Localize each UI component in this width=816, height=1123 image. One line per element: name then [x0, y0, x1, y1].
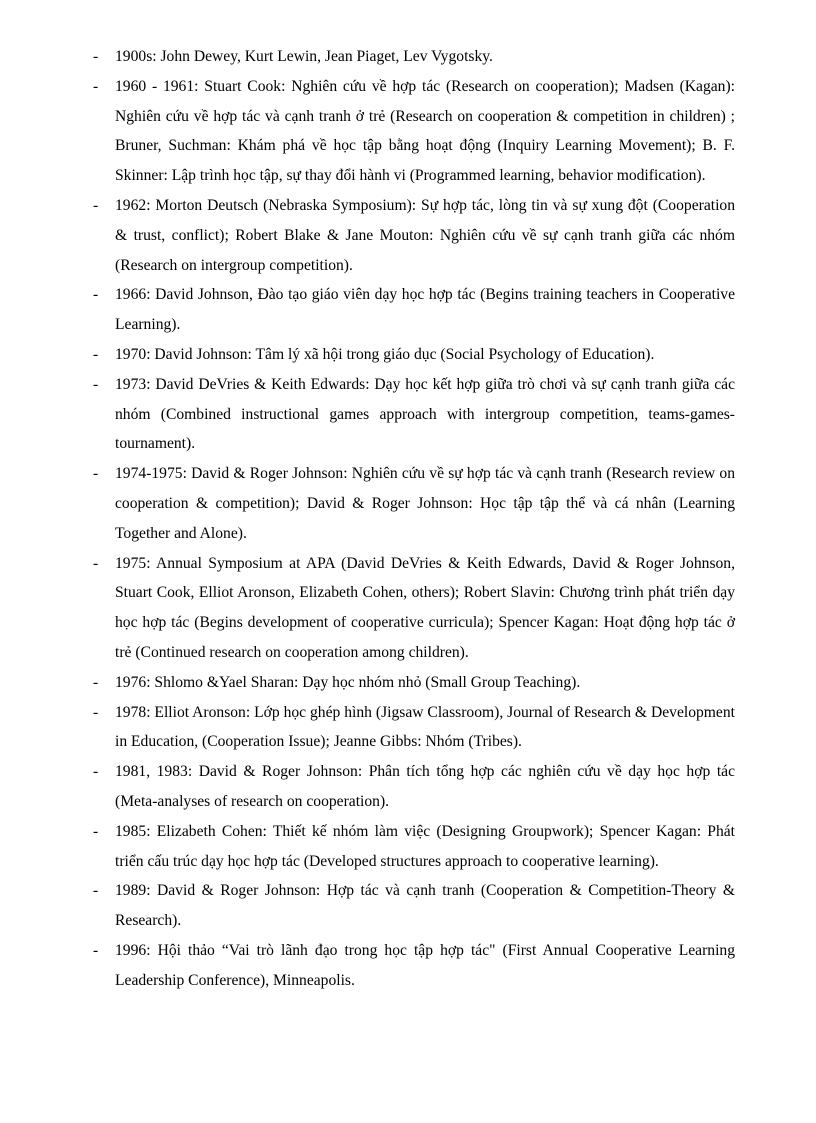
list-bullet: -: [93, 882, 99, 900]
timeline-entry-1975: [0, 549, 816, 668]
entry-text: 1975: Annual Symposium at APA (David DeVries & Keith Edwards, David & Roger Johnson, Stuart Cook, Elliot Aronson, Elizabeth Cohen, others); Robert Slavin: Chương trình phát triển dạy học hợp tác (Begins development of cooperative curricula); Spencer Kagan: Hoạt động hợp tác ở trẻ (Continued research on cooperation among children).: [115, 554, 735, 661]
list-bullet: -: [93, 703, 99, 721]
entry-text: 1976: Shlomo &Yael Sharan: Dạy học nhóm nhỏ (Small Group Teaching).: [115, 673, 581, 691]
list-bullet: -: [93, 554, 99, 572]
timeline-entry-1981: [0, 757, 816, 817]
timeline-list: [0, 42, 816, 996]
timeline-entry-1962: [0, 191, 816, 280]
entry-text: 1962: Morton Deutsch (Nebraska Symposium): Sự hợp tác, lòng tin và sự xung đột (Cooperation & trust, conflict); Robert Blake & Jane Mouton: Nghiên cứu về sự cạnh tranh giữa các nhóm (Research on intergroup competition).: [115, 196, 735, 274]
list-bullet: -: [93, 673, 99, 691]
list-bullet: -: [93, 465, 99, 483]
list-bullet: -: [93, 77, 99, 95]
list-bullet: -: [93, 822, 99, 840]
entry-text: 1974-1975: David & Roger Johnson: Nghiên cứu về sự hợp tác và cạnh tranh (Research review on cooperation & competition); David & Roger Johnson: Học tập tập thể và cá nhân (Learning Together and Alone).: [115, 465, 735, 542]
list-bullet: -: [93, 286, 99, 304]
list-bullet: -: [93, 48, 99, 65]
entry-text: 1966: David Johnson, Đào tạo giáo viên dạy học hợp tác (Begins training teachers in Cooperative Learning).: [115, 286, 735, 334]
list-bullet: -: [93, 941, 99, 959]
timeline-entry-1974: [0, 459, 816, 548]
list-bullet: -: [93, 345, 99, 363]
entry-text: 1981, 1983: David & Roger Johnson: Phân tích tổng hợp các nghiên cứu về dạy học hợp tác (Meta-analyses of research on cooperation).: [115, 763, 735, 810]
list-bullet: -: [93, 763, 99, 781]
timeline-entry-1976: [0, 668, 816, 698]
list-bullet: -: [93, 196, 99, 214]
timeline-entry-1985: [0, 817, 816, 877]
entry-text: 1996: Hội thảo “Vai trò lãnh đạo trong học tập hợp tác" (First Annual Cooperative Learning Leadership Conference), Minneapolis.: [115, 941, 735, 989]
entry-text: 1985: Elizabeth Cohen: Thiết kế nhóm làm việc (Designing Groupwork); Spencer Kagan: Phát triển cấu trúc dạy học hợp tác (Developed structures approach to cooperative learning).: [115, 822, 735, 870]
timeline-entry-1960: [0, 72, 816, 191]
timeline-entry-1989: [0, 876, 816, 936]
entry-text: 1900s: John Dewey, Kurt Lewin, Jean Piaget, Lev Vygotsky.: [115, 48, 493, 65]
entry-text: 1978: Elliot Aronson: Lớp học ghép hình (Jigsaw Classroom), Journal of Research & Development in Education, (Cooperation Issue); Jeanne Gibbs: Nhóm (Tribes).: [115, 703, 735, 751]
timeline-entry-1900s: [0, 42, 816, 72]
timeline-entry-1996: [0, 936, 816, 996]
timeline-entry-1970: [0, 340, 816, 370]
timeline-entry-1978: [0, 698, 816, 758]
entry-text: 1973: David DeVries & Keith Edwards: Dạy học kết hợp giữa trò chơi và sự cạnh tranh giữa các nhóm (Combined instructional games approach with intergroup competition, teams-games-tournament).: [115, 375, 735, 453]
entry-text: 1970: David Johnson: Tâm lý xã hội trong giáo dục (Social Psychology of Education).: [115, 345, 655, 363]
timeline-entry-1973: [0, 370, 816, 459]
entry-text: 1989: David & Roger Johnson: Hợp tác và cạnh tranh (Cooperation & Competition-Theory & Research).: [115, 882, 735, 930]
list-bullet: -: [93, 375, 99, 393]
timeline-entry-1966: [0, 280, 816, 340]
entry-text: 1960 - 1961: Stuart Cook: Nghiên cứu về hợp tác (Research on cooperation); Madsen (Kagan): Nghiên cứu về hợp tác và cạnh tranh ở trẻ (Research on cooperation & competition in children) ; Bruner, Suchman: Khám phá về học tập bằng hoạt động (Inquiry Learning Movement); B. F. Skinner: Lập trình học tập, sự thay đổi hành vi (Programmed learning, behavior modification).: [115, 77, 735, 185]
document-page: [0, 42, 816, 996]
